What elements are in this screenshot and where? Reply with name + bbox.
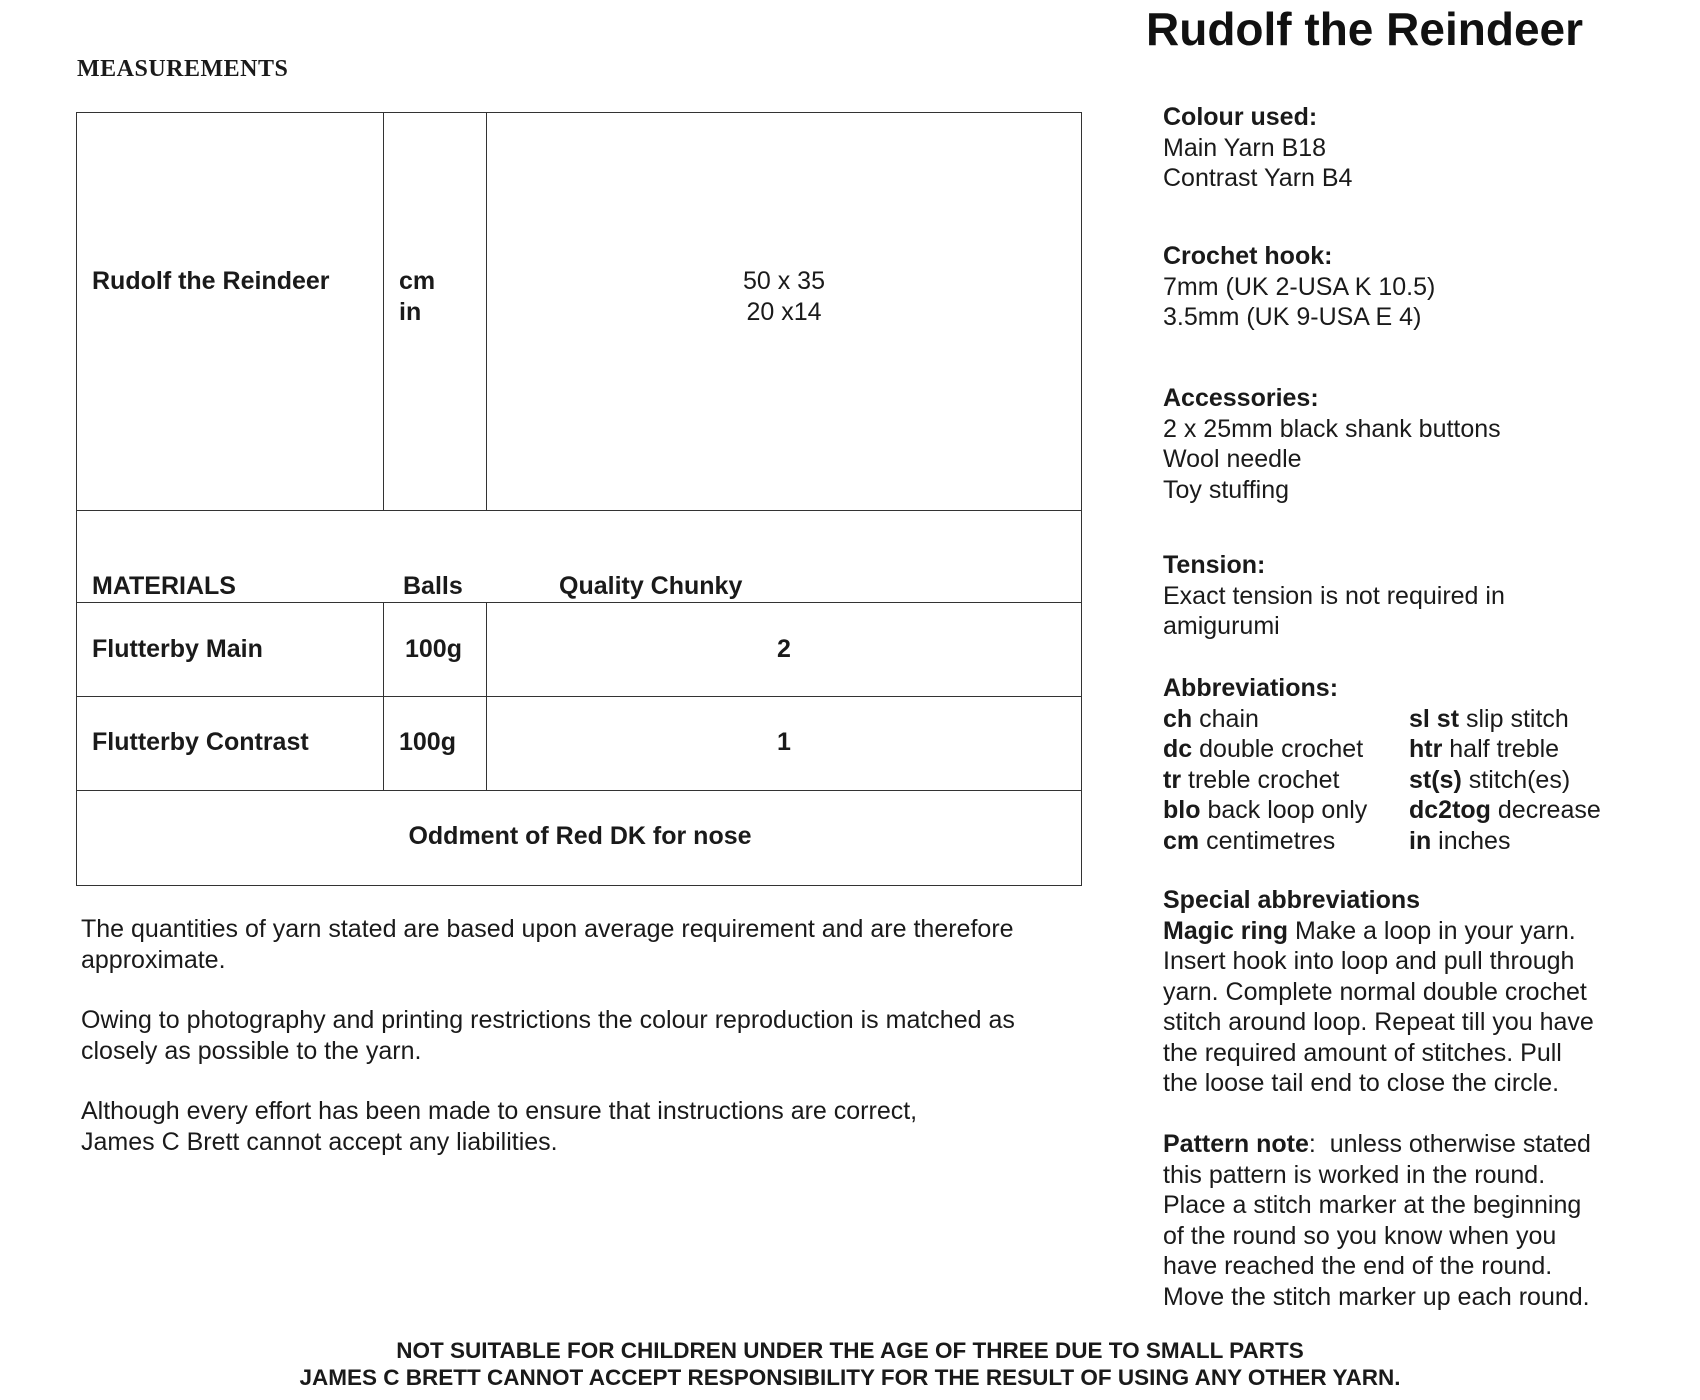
accessory-line: Toy stuffing bbox=[1163, 475, 1290, 504]
accessory-line: Wool needle bbox=[1163, 445, 1302, 473]
abbreviation-entry: blo back loop only bbox=[1163, 796, 1368, 824]
abbreviations-left-column bbox=[1163, 704, 1367, 857]
abbreviations-right-column bbox=[1409, 704, 1601, 857]
special-abbreviations-section bbox=[1163, 885, 1663, 1099]
page-title: Rudolf the Reindeer bbox=[1146, 3, 1584, 55]
special-abbreviations-heading: Special abbreviations bbox=[1163, 886, 1421, 914]
materials-header: MATERIALS bbox=[92, 572, 236, 600]
hook-heading: Crochet hook: bbox=[1163, 242, 1333, 270]
tension-line: Exact tension is not required in bbox=[1163, 581, 1505, 610]
abbreviations-heading: Abbreviations: bbox=[1163, 674, 1339, 702]
hook-line: 7mm (UK 2-USA K 10.5) bbox=[1163, 272, 1436, 301]
colour-section bbox=[1163, 102, 1663, 194]
abbreviation-entry: tr treble crochet bbox=[1163, 765, 1340, 794]
balls-header: Balls bbox=[403, 572, 463, 600]
magic-ring-term: Magic ring bbox=[1163, 916, 1289, 945]
special-line: Insert hook into loop and pull through bbox=[1163, 947, 1575, 975]
abbreviation-entry: dc2tog decrease bbox=[1409, 796, 1601, 824]
unit-in: in bbox=[399, 298, 422, 326]
abbreviation-entry: in inches bbox=[1409, 826, 1511, 855]
tension-heading: Tension: bbox=[1163, 551, 1266, 579]
pattern-note-line: have reached the end of the round. bbox=[1163, 1252, 1553, 1280]
special-line: the loose tail end to close the circle. bbox=[1163, 1069, 1560, 1097]
tension-section bbox=[1163, 550, 1663, 642]
pattern-note-line: Move the stitch marker up each round. bbox=[1163, 1282, 1590, 1311]
table-divider bbox=[77, 696, 1081, 697]
material-name: Flutterby Contrast bbox=[92, 728, 309, 756]
abbreviations-grid bbox=[1163, 704, 1663, 859]
material-weight: 100g bbox=[405, 635, 462, 663]
hook-line: 3.5mm (UK 9-USA E 4) bbox=[1163, 303, 1422, 331]
note-paragraph: The quantities of yarn stated are based upon average requirement and are therefore approximate. bbox=[81, 915, 1014, 974]
table-divider bbox=[383, 113, 384, 511]
pattern-note-section bbox=[1163, 1129, 1663, 1312]
special-line: stitch around loop. Repeat till you have bbox=[1163, 1008, 1594, 1036]
table-divider bbox=[77, 510, 1081, 511]
accessories-section bbox=[1163, 383, 1663, 505]
pattern-note-line: of the round so you know when you bbox=[1163, 1221, 1557, 1250]
colour-line: Main Yarn B18 bbox=[1163, 133, 1327, 162]
footer-disclaimer: JAMES C BRETT CANNOT ACCEPT RESPONSIBILITY FOR THE RESULT OF USING ANY OTHER YARN. bbox=[299, 1365, 1401, 1390]
measurements-heading: MEASUREMENTS bbox=[77, 56, 289, 82]
measurements-table bbox=[76, 112, 1082, 886]
disclaimer-notes bbox=[81, 914, 1081, 1187]
size-in: 20 x14 bbox=[746, 298, 822, 326]
footer-warning: NOT SUITABLE FOR CHILDREN UNDER THE AGE OF THREE DUE TO SMALL PARTS bbox=[396, 1338, 1304, 1363]
note-paragraph: Although every effort has been made to ensure that instructions are correct, James C Brett cannot accept any liabilities. bbox=[81, 1097, 918, 1156]
abbreviations-section bbox=[1163, 673, 1663, 859]
pattern-note-line: this pattern is worked in the round. bbox=[1163, 1160, 1546, 1189]
material-name: Flutterby Main bbox=[92, 635, 263, 663]
table-divider bbox=[77, 790, 1081, 791]
special-line: yarn. Complete normal double crochet bbox=[1163, 977, 1587, 1006]
quality-header: Quality Chunky bbox=[559, 572, 743, 600]
accessory-line: 2 x 25mm black shank buttons bbox=[1163, 414, 1501, 443]
special-line: Magic ring Make a loop in your yarn. bbox=[1163, 916, 1576, 945]
measurement-item-name: Rudolf the Reindeer bbox=[92, 267, 330, 295]
oddment-note: Oddment of Red DK for nose bbox=[408, 822, 752, 850]
hook-section bbox=[1163, 241, 1663, 333]
pattern-note-term: Pattern note bbox=[1163, 1130, 1309, 1158]
colour-heading: Colour used: bbox=[1163, 103, 1318, 131]
safety-footer bbox=[0, 1337, 1700, 1391]
pattern-note-line: Place a stitch marker at the beginning bbox=[1163, 1191, 1582, 1219]
tension-line: amigurumi bbox=[1163, 612, 1280, 640]
material-count: 2 bbox=[777, 635, 791, 663]
abbreviation-entry: st(s) stitch(es) bbox=[1409, 765, 1571, 794]
note-paragraph: Owing to photography and printing restrictions the colour reproduction is matched as closely as possible to the yarn. bbox=[81, 1006, 1015, 1065]
abbreviation-entry: sl st slip stitch bbox=[1409, 704, 1569, 733]
abbreviation-entry: cm centimetres bbox=[1163, 826, 1336, 855]
material-count: 1 bbox=[777, 728, 791, 756]
unit-cm: cm bbox=[399, 267, 436, 295]
abbreviation-entry: ch chain bbox=[1163, 704, 1259, 733]
accessories-heading: Accessories: bbox=[1163, 384, 1319, 412]
table-divider bbox=[486, 603, 487, 791]
size-cm: 50 x 35 bbox=[742, 267, 825, 295]
table-divider bbox=[77, 602, 1081, 603]
special-line: the required amount of stitches. Pull bbox=[1163, 1038, 1562, 1067]
abbreviation-entry: dc double crochet bbox=[1163, 735, 1364, 763]
table-divider bbox=[383, 603, 384, 791]
material-weight: 100g bbox=[399, 728, 456, 756]
pattern-note-line: Pattern note: unless otherwise stated bbox=[1163, 1130, 1591, 1158]
colour-line: Contrast Yarn B4 bbox=[1163, 164, 1353, 192]
abbreviation-entry: htr half treble bbox=[1409, 735, 1560, 763]
